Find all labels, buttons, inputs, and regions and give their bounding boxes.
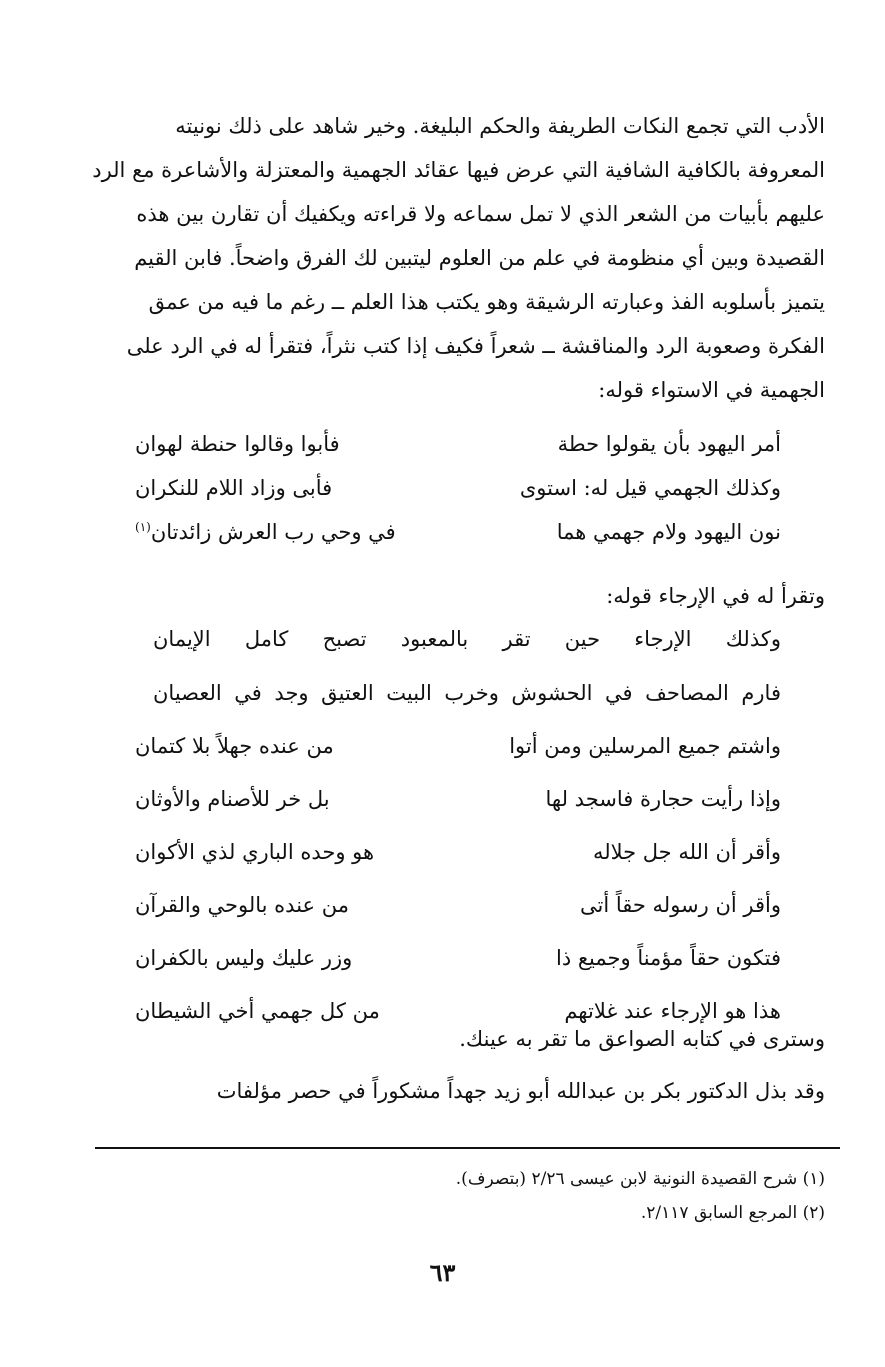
verse-row bbox=[135, 720, 825, 773]
verse-second-hemistich: من عنده بالوحي والقرآن bbox=[135, 893, 349, 917]
verse-row bbox=[135, 932, 825, 985]
page-number: ٦٣ bbox=[429, 1258, 456, 1287]
prose-line: المعروفة بالكافية الشافية التي عرض فيها عقائد الجهمية والمعتزلة والأشاعرة مع الرد bbox=[92, 158, 825, 182]
closing-line: وسترى في كتابه الصواعق ما تقر به عينك. bbox=[459, 1027, 825, 1051]
verse-row bbox=[135, 879, 825, 932]
verse-first-hemistich: واشتم جميع المرسلين ومن أتوا bbox=[509, 734, 781, 758]
verse-full-line: فارم المصاحف في الحشوش وخرب البيت العتيق وجد في العصيان bbox=[153, 681, 781, 705]
poem-intro-irja: وتقرأ له في الإرجاء قوله: bbox=[606, 584, 825, 608]
closing-paragraph bbox=[80, 1013, 825, 1117]
verse-first-hemistich: فتكون حقاً مؤمناً وجميع ذا bbox=[556, 946, 781, 970]
verse-second-hemistich: فأبوا وقالوا حنطة لهوان bbox=[135, 432, 340, 456]
verse-full-line: وكذلك الإرجاء حين تقر بالمعبود تصبح كامل الإيمان bbox=[153, 627, 781, 651]
verse-second-hemistich: فأبى وزاد اللام للنكران bbox=[135, 476, 333, 500]
footnotes bbox=[80, 1162, 825, 1230]
verse-second-hemistich: من كل جهمي أخي الشيطان bbox=[135, 999, 380, 1023]
footnote-item: (١) شرح القصيدة النونية لابن عيسى ٢/٢٦ (بتصرف). bbox=[455, 1169, 825, 1189]
verse-first-hemistich: أمر اليهود بأن يقولوا حطة bbox=[557, 432, 781, 456]
verse-second-hemistich bbox=[135, 510, 455, 554]
verse-second-hemistich: وزر عليك وليس بالكفران bbox=[135, 946, 353, 970]
poem-block-istiwa bbox=[135, 422, 825, 554]
prose-line: الجهمية في الاستواء قوله: bbox=[598, 378, 825, 402]
prose-line: القصيدة وبين أي منظومة في علم من العلوم ليتبين لك الفرق واضحاً. فابن القيم bbox=[134, 246, 825, 270]
verse-second-hemistich: بل خر للأصنام والأوثان bbox=[135, 787, 330, 811]
verse-row bbox=[135, 510, 825, 554]
verse-row bbox=[135, 826, 825, 879]
verse-second-hemistich: هو وحده الباري لذي الأكوان bbox=[135, 840, 375, 864]
verse-first-hemistich: نون اليهود ولام جهمي هما bbox=[556, 520, 781, 544]
verse-row bbox=[135, 422, 825, 466]
prose-line: يتميز بأسلوبه الفذ وعبارته الرشيقة وهو يكتب هذا العلم ــ رغم ما فيه من عمق bbox=[148, 290, 825, 314]
verse-first-hemistich: وكذلك الجهمي قيل له: استوى bbox=[519, 476, 781, 500]
prose-line: الفكرة وصعوبة الرد والمناقشة ــ شعراً فكيف إذا كتب نثراً، فتقرأ له في الرد على bbox=[126, 334, 825, 358]
verse-text: في وحي رب العرش زائدتان bbox=[150, 520, 396, 544]
verse-first-hemistich: وإذا رأيت حجارة فاسجد لها bbox=[545, 787, 781, 811]
footnote-reference[interactable]: (١) bbox=[135, 520, 151, 534]
verse-second-hemistich: من عنده جهلاً بلا كتمان bbox=[135, 734, 334, 758]
verse-row bbox=[135, 466, 825, 510]
footnote-item: (٢) المرجع السابق ٢/١١٧. bbox=[640, 1203, 825, 1223]
verse-first-hemistich: هذا هو الإرجاء عند غلاتهم bbox=[564, 999, 781, 1023]
poem-block-irja bbox=[135, 612, 825, 1038]
prose-line: الأدب التي تجمع النكات الطريفة والحكم البليغة. وخير شاهد على ذلك نونيته bbox=[175, 114, 825, 138]
verse-first-hemistich: وأقر أن رسوله حقاً أتى bbox=[580, 893, 781, 917]
prose-line: عليهم بأبيات من الشعر الذي لا تمل سماعه ولا قراءته ويكفيك أن تقارن بين هذه bbox=[136, 202, 825, 226]
verse-first-hemistich: وأقر أن الله جل جلاله bbox=[592, 840, 781, 864]
footnote-divider bbox=[95, 1147, 840, 1149]
body-paragraph bbox=[80, 104, 825, 412]
verse-row bbox=[135, 773, 825, 826]
closing-line: وقد بذل الدكتور بكر بن عبدالله أبو زيد جهداً مشكوراً في حصر مؤلفات bbox=[216, 1079, 825, 1103]
